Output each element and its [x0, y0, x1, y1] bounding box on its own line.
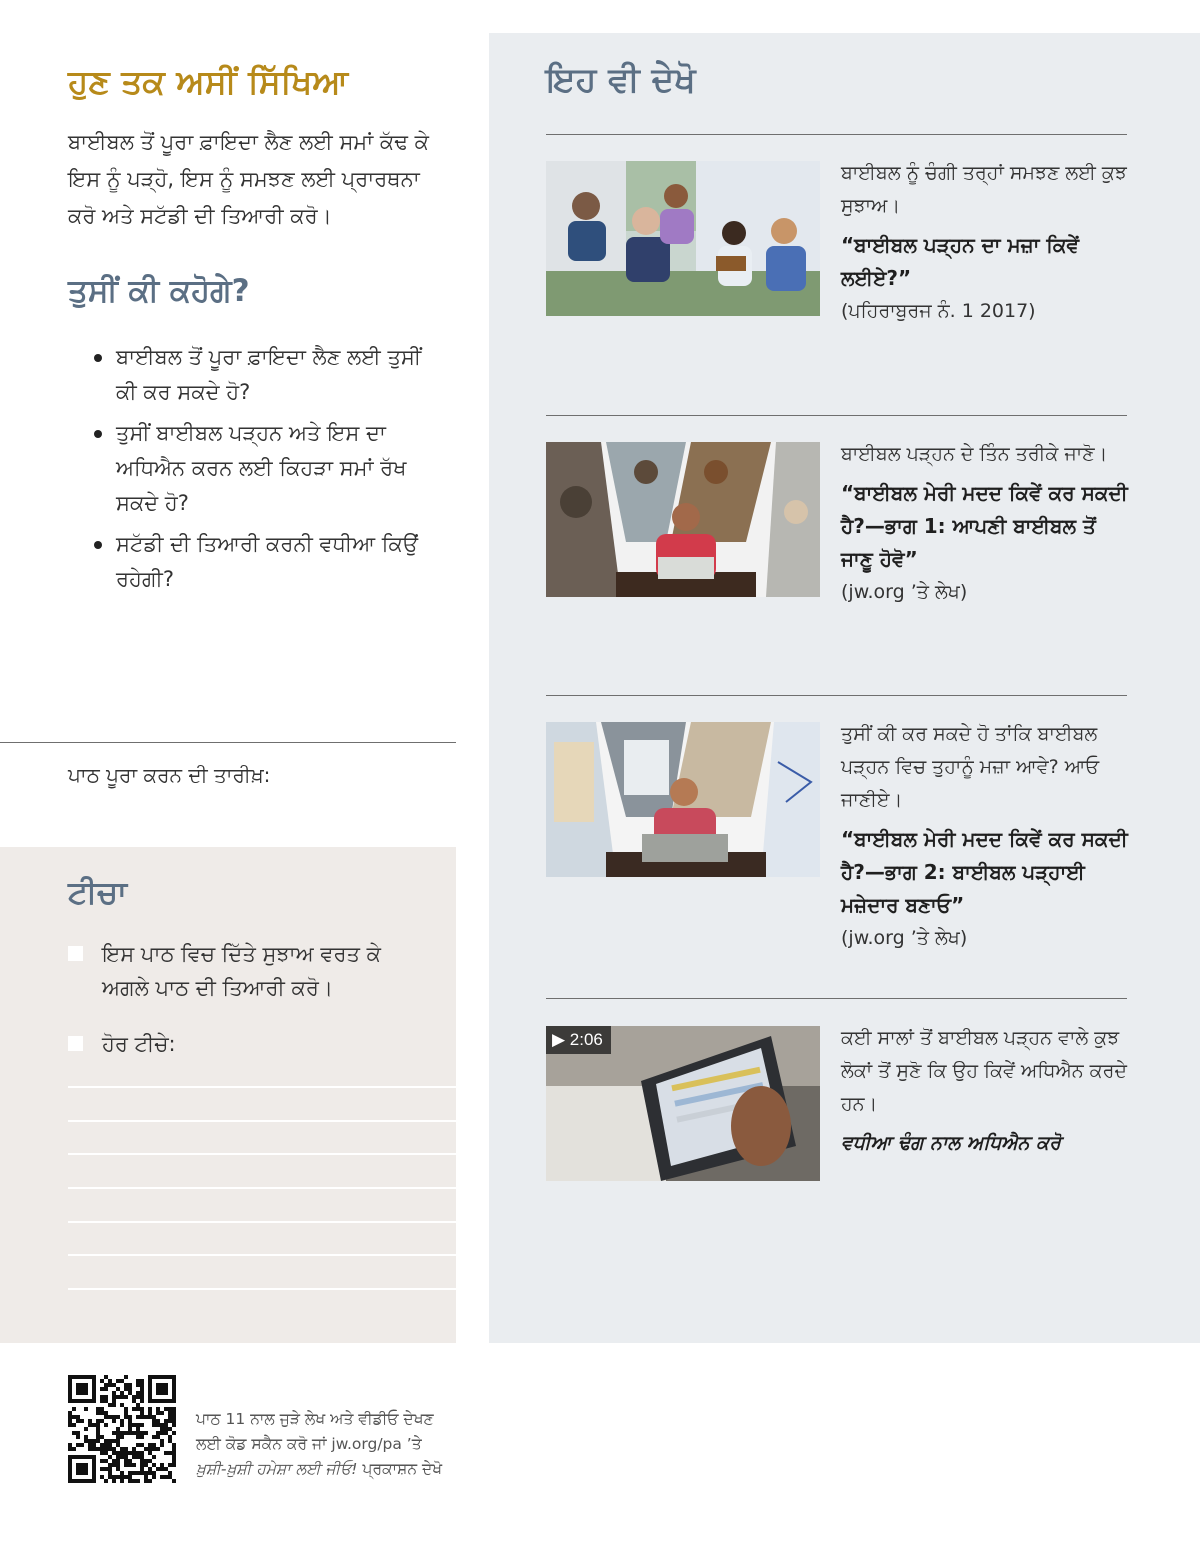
publication-link[interactable]: ਖ਼ੁਸ਼ੀ-ਖ਼ੁਸ਼ੀ ਹਮੇਸ਼ਾ ਲਈ ਜੀਓ!	[196, 1460, 358, 1478]
writing-line[interactable]	[68, 1221, 456, 1223]
video-thumbnail[interactable]	[546, 1026, 820, 1181]
article-title-link[interactable]: “ਬਾਈਬਲ ਪੜ੍ਹਨ ਦਾ ਮਜ਼ਾ ਕਿਵੇਂ ਲਈਏ?”	[841, 233, 1079, 290]
item-description: ਬਾਈਬਲ ਨੂੰ ਚੰਗੀ ਤਰ੍ਹਾਂ ਸਮਝਣ ਲਈ ਕੁਝ ਸੁਝਾਅ।	[841, 162, 1127, 217]
divider	[546, 695, 1127, 696]
review-questions-list	[94, 340, 424, 603]
writing-line[interactable]	[68, 1153, 456, 1155]
goals-heading: ਟੀਚਾ	[68, 875, 127, 911]
article-source: (jw.org ’ਤੇ ਲੇਖ)	[841, 927, 968, 949]
question-item: ਸਟੱਡੀ ਦੀ ਤਿਆਰੀ ਕਰਨੀ ਵਧੀਆ ਕਿਉਂ ਰਹੇਗੀ?	[94, 527, 424, 597]
bullet-icon	[94, 354, 102, 362]
questions-heading: ਤੁਸੀਂ ਕੀ ਕਹੋਗੇ?	[68, 273, 250, 309]
completion-date-label: ਪਾਠ ਪੂਰਾ ਕਰਨ ਦੀ ਤਾਰੀਖ਼:	[68, 763, 271, 787]
learned-heading: ਹੁਣ ਤਕ ਅਸੀਂ ਸਿੱਖਿਆ	[68, 62, 349, 101]
article-thumbnail[interactable]	[546, 161, 820, 316]
question-item: ਤੁਸੀਂ ਬਾਈਬਲ ਪੜ੍ਹਨ ਅਤੇ ਇਸ ਦਾ ਅਧਿਐਨ ਕਰਨ ਲਈ ਕਿਹੜਾ ਸਮਾਂ ਰੱਖ ਸਕਦੇ ਹੋ?	[94, 416, 424, 521]
bullet-icon	[94, 541, 102, 549]
goals-box	[0, 847, 456, 1343]
item-description: ਕਈ ਸਾਲਾਂ ਤੋਂ ਬਾਈਬਲ ਪੜ੍ਹਨ ਵਾਲੇ ਕੁਝ ਲੋਕਾਂ ਤੋਂ ਸੁਣੋ ਕਿ ਉਹ ਕਿਵੇਂ ਅਧਿਐਨ ਕਰਦੇ ਹਨ।	[841, 1027, 1127, 1115]
bullet-icon	[94, 430, 102, 438]
article-source: (jw.org ’ਤੇ ਲੇਖ)	[841, 581, 968, 603]
divider	[546, 134, 1127, 135]
learned-summary: ਬਾਈਬਲ ਤੋਂ ਪੂਰਾ ਫ਼ਾਇਦਾ ਲੈਣ ਲਈ ਸਮਾਂ ਕੱਢ ਕੇ ਇਸ ਨੂੰ ਪੜ੍ਹੋ, ਇਸ ਨੂੰ ਸਮਝਣ ਲਈ ਪ੍ਰਾਰਥਨਾ ਕਰੋ ਅਤੇ ਸਟੱਡੀ ਦੀ ਤਿਆਰੀ ਕਰੋ।	[68, 130, 429, 228]
writing-line[interactable]	[68, 1120, 456, 1122]
article-thumbnail[interactable]	[546, 442, 820, 597]
divider	[546, 415, 1127, 416]
item-description: ਤੁਸੀਂ ਕੀ ਕਰ ਸਕਦੇ ਹੋ ਤਾਂਕਿ ਬਾਈਬਲ ਪੜ੍ਹਨ ਵਿਚ ਤੁਹਾਨੂੰ ਮਜ਼ਾ ਆਵੇ? ਆਓ ਜਾਣੀਏ।	[841, 723, 1100, 811]
checkbox[interactable]	[68, 946, 83, 961]
see-also-item[interactable]	[546, 722, 1127, 952]
goal-item-other: ਹੋਰ ਟੀਚੇ:	[68, 1027, 428, 1061]
video-duration-badge: ▶ 2:06	[546, 1026, 611, 1054]
writing-line[interactable]	[68, 1288, 456, 1290]
writing-line[interactable]	[68, 1086, 456, 1088]
see-also-video-item[interactable]	[546, 1026, 1127, 1186]
article-title-link[interactable]: “ਬਾਈਬਲ ਮੇਰੀ ਮਦਦ ਕਿਵੇਂ ਕਰ ਸਕਦੀ ਹੈ?—ਭਾਗ 1: ਆਪਣੀ ਬਾਈਬਲ ਤੋਂ ਜਾਣੂ ਹੋਵੋ”	[841, 481, 1128, 571]
qr-code-icon[interactable]	[68, 1375, 176, 1483]
article-title-link[interactable]: “ਬਾਈਬਲ ਮੇਰੀ ਮਦਦ ਕਿਵੇਂ ਕਰ ਸਕਦੀ ਹੈ?—ਭਾਗ 2: ਬਾਈਬਲ ਪੜ੍ਹਾਈ ਮਜ਼ੇਦਾਰ ਬਣਾਓ”	[841, 827, 1128, 917]
divider	[546, 998, 1127, 999]
see-also-item[interactable]	[546, 161, 1127, 321]
checkbox[interactable]	[68, 1036, 83, 1051]
video-title-link[interactable]: ਵਧੀਆ ਢੰਗ ਨਾਲ ਅਧਿਐਨ ਕਰੋ	[841, 1132, 1061, 1154]
question-item: ਬਾਈਬਲ ਤੋਂ ਪੂਰਾ ਫ਼ਾਇਦਾ ਲੈਣ ਲਈ ਤੁਸੀਂ ਕੀ ਕਰ ਸਕਦੇ ਹੋ?	[94, 340, 424, 410]
divider	[0, 742, 456, 743]
see-also-item[interactable]	[546, 442, 1127, 602]
item-description: ਬਾਈਬਲ ਪੜ੍ਹਨ ਦੇ ਤਿੰਨ ਤਰੀਕੇ ਜਾਣੋ।	[841, 443, 1108, 465]
writing-line[interactable]	[68, 1254, 456, 1256]
see-also-heading: ਇਹ ਵੀ ਦੇਖੋ	[546, 60, 696, 100]
article-thumbnail[interactable]	[546, 722, 820, 877]
article-source: (ਪਹਿਰਾਬੁਰਜ ਨੰ. 1 2017)	[841, 300, 1036, 322]
footer-note: ਪਾਠ 11 ਨਾਲ ਜੁੜੇ ਲੇਖ ਅਤੇ ਵੀਡੀਓ ਦੇਖਣ ਲਈ ਕੋਡ ਸਕੈਨ ਕਰੋ ਜਾਂ jw.org/pa ’ਤੇ ਖ਼ੁਸ਼ੀ-ਖ਼ੁਸ਼ੀ ਹਮੇਸ਼ਾ ਲਈ ਜੀਓ! ਪ੍ਰਕਾਸ਼ਨ ਦੇਖੋ	[196, 1410, 443, 1478]
writing-line[interactable]	[68, 1187, 456, 1189]
goal-item: ਇਸ ਪਾਠ ਵਿਚ ਦਿੱਤੇ ਸੁਝਾਅ ਵਰਤ ਕੇ ਅਗਲੇ ਪਾਠ ਦੀ ਤਿਆਰੀ ਕਰੋ।	[68, 937, 428, 1005]
